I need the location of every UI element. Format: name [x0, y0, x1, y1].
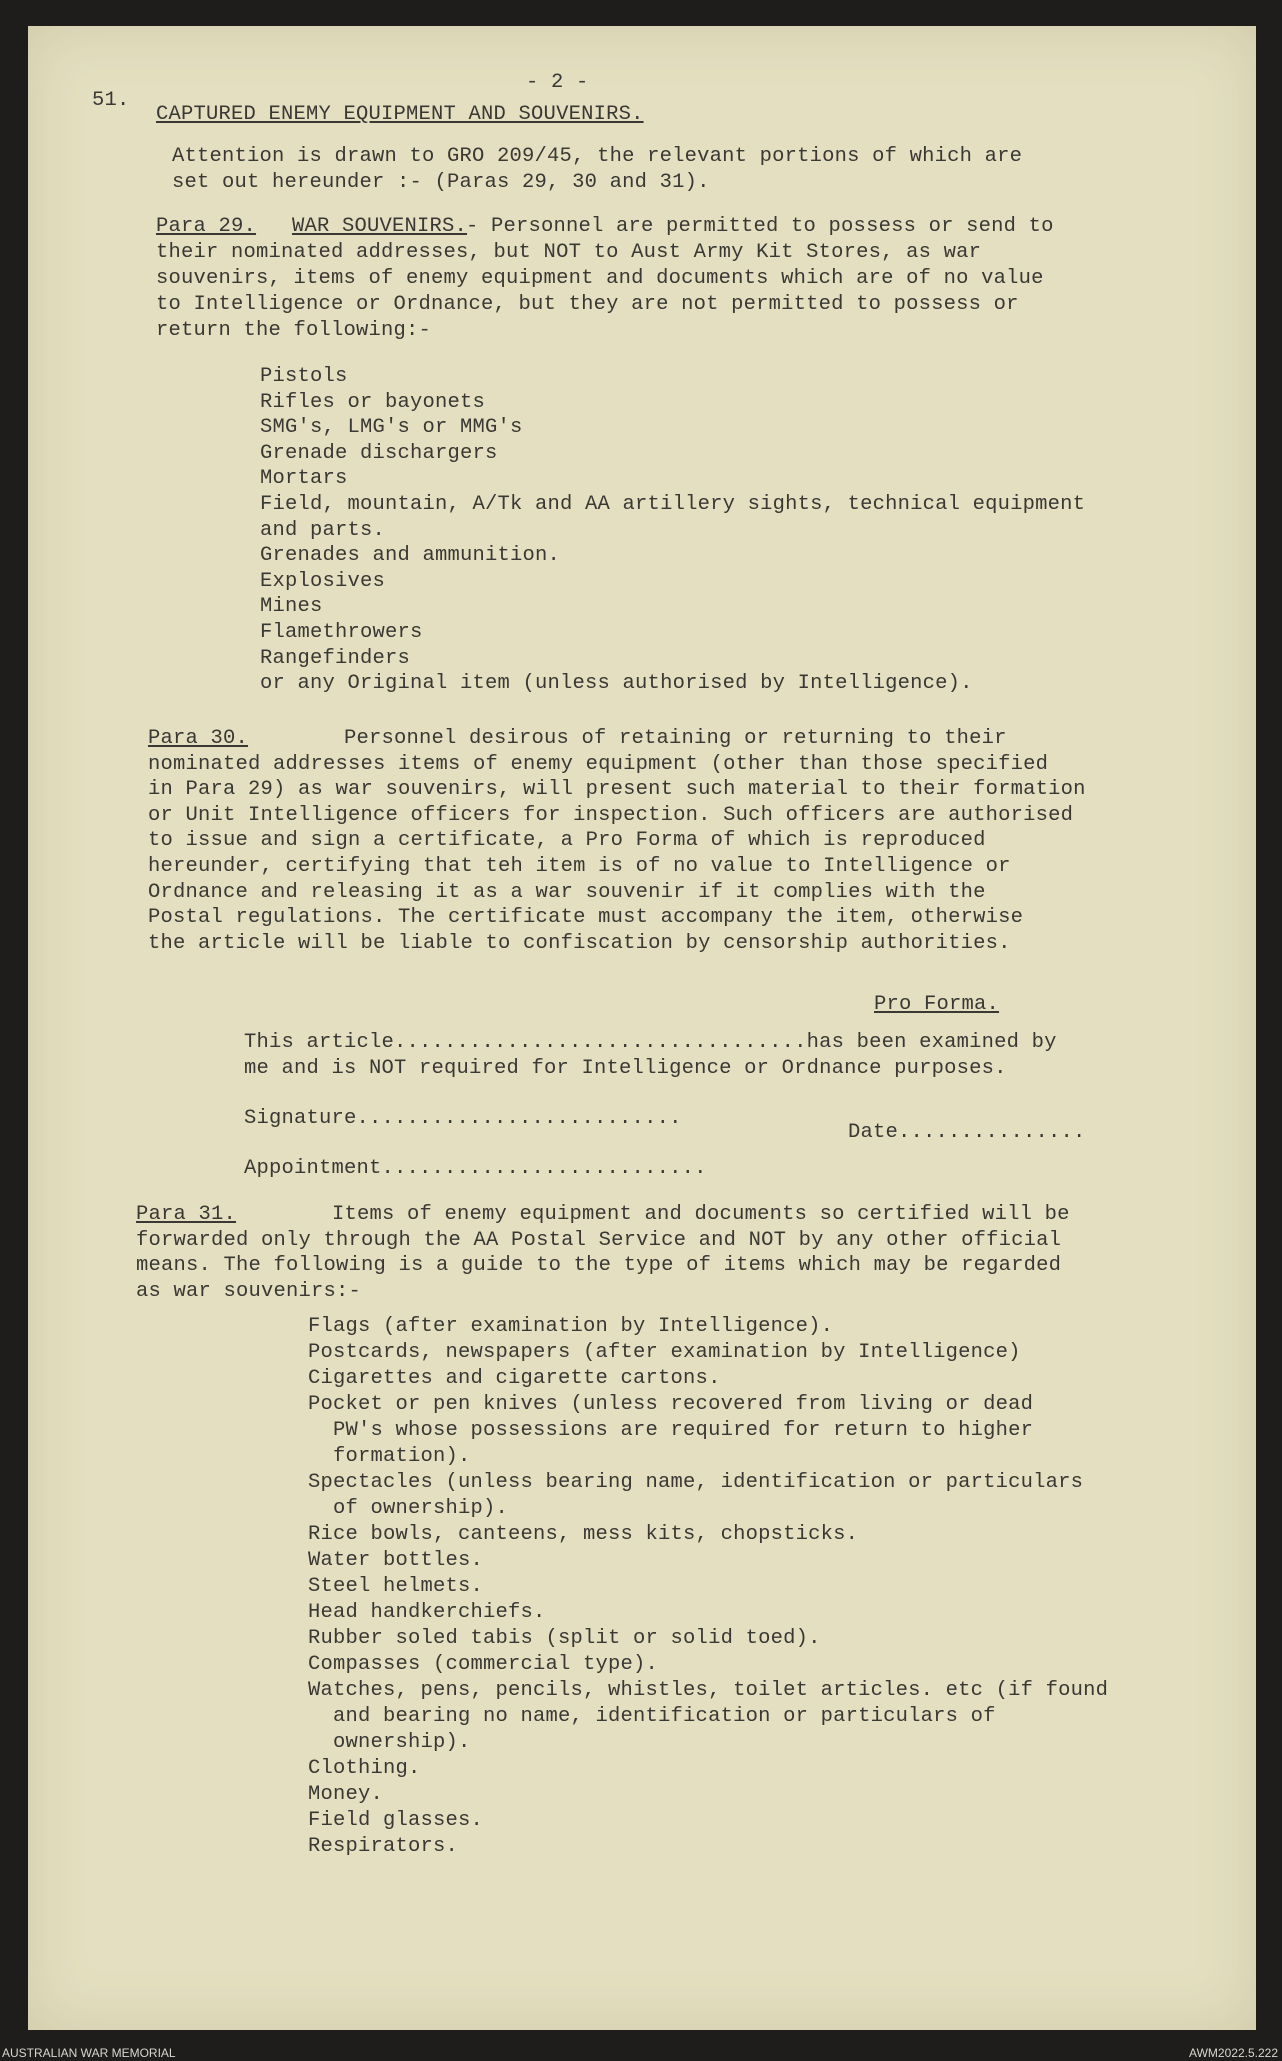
para-29-heading: WAR SOUVENIRS. — [292, 215, 468, 238]
section-title: CAPTURED ENEMY EQUIPMENT AND SOUVENIRS. — [156, 103, 644, 126]
pro-forma-title: Pro Forma. — [874, 993, 1000, 1016]
para-29-list-item: Field, mountain, A/Tk and AA artillery sights, technical equipment — [260, 493, 1086, 516]
para-31-line: forwarded only through the AA Postal Service and NOT by any other official — [136, 1228, 1062, 1252]
footer-right: AWM2022.5.222 — [1189, 2046, 1278, 2060]
para-29-list-item: Mines — [260, 595, 323, 619]
para-29-list-item: SMG's, LMG's or MMG's — [260, 416, 523, 440]
pro-forma-date: Date............... — [848, 1121, 1086, 1144]
para-29-list-item: Rifles or bayonets — [260, 390, 486, 414]
para-29-line: return the following:- — [156, 319, 432, 342]
para-31-list-item: Steel helmets. — [308, 1575, 484, 1598]
para-29-line: souvenirs, items of enemy equipment and documents which are of no value — [156, 267, 1044, 290]
para-31-line: means. The following is a guide to the type of items which may be regarded — [136, 1254, 1062, 1278]
para-30-line: or Unit Intelligence officers for inspection. Such officers are authorised — [148, 803, 1074, 827]
page-number: - 2 - — [526, 71, 589, 94]
para-31-list-item: Rubber soled tabis (split or solid toed). — [308, 1627, 821, 1650]
document-page — [28, 26, 1256, 2030]
para-31-line: Items of enemy equipment and documents so certified will be — [332, 1203, 1070, 1226]
para-31-list-item: Money. — [308, 1783, 384, 1806]
para-30-line: in Para 29) as war souvenirs, will present such material to their formation — [148, 778, 1086, 802]
para-29-list-item: or any Original item (unless authorised by Intelligence). — [260, 672, 973, 696]
para-31-list-item: ownership). — [308, 1731, 471, 1754]
para-29-label: Para 29. — [156, 215, 257, 238]
pro-forma-line-2: me and is NOT required for Intelligence or Ordnance purposes. — [244, 1057, 1007, 1080]
section-number: 51. — [92, 89, 130, 112]
para-31-list-item: Rice bowls, canteens, mess kits, chopsticks. — [308, 1523, 859, 1546]
para-29-list-item: Mortars — [260, 467, 348, 491]
para-29-list-item: Explosives — [260, 569, 386, 593]
para-31-list-item: Postcards, newspapers (after examination by Intelligence) — [308, 1341, 1021, 1364]
para-29-line: to Intelligence or Ordnance, but they are not permitted to possess or — [156, 293, 1019, 316]
para-29-list-item: Pistols — [260, 365, 348, 388]
para-31-list-item: Head handkerchiefs. — [308, 1601, 546, 1624]
para-29-list-item: Rangefinders — [260, 646, 411, 670]
para-31-list-item: and bearing no name, identification or particulars of — [308, 1705, 996, 1728]
para-31-list-item: Spectacles (unless bearing name, identification or particulars — [308, 1471, 1084, 1494]
para-31-list-item: Water bottles. — [308, 1549, 484, 1572]
para-31-list-item: PW's whose possessions are required for return to higher — [308, 1419, 1034, 1442]
para-31-list-item: Clothing. — [308, 1757, 421, 1780]
para-30-line: Ordnance and releasing it as a war souvenir if it complies with the — [148, 880, 986, 904]
para-31-list-item: Cigarettes and cigarette cartons. — [308, 1367, 721, 1390]
para-29-line: - Personnel are permitted to possess or send to — [466, 215, 1054, 238]
para-30-line: to issue and sign a certificate, a Pro Forma of which is reproduced — [148, 829, 986, 853]
intro-line: Attention is drawn to GRO 209/45, the relevant portions of which are — [172, 145, 1023, 168]
para-31-list-item: Flags (after examination by Intelligence). — [308, 1315, 834, 1338]
para-29-list-item: Grenades and ammunition. — [260, 544, 561, 568]
para-31-list-item: Watches, pens, pencils, whistles, toilet articles. etc (if found — [308, 1679, 1109, 1702]
para-31-list-item: Field glasses. — [308, 1809, 484, 1832]
para-30-line: Personnel desirous of retaining or returning to their — [344, 727, 1007, 750]
para-31-list-item: Compasses (commercial type). — [308, 1653, 659, 1676]
para-31-list-item: Pocket or pen knives (unless recovered from living or dead — [308, 1393, 1034, 1416]
para-29-list-item: Grenade dischargers — [260, 441, 498, 465]
para-31-list-item: Respirators. — [308, 1835, 459, 1858]
para-31-list-item: formation). — [308, 1445, 471, 1468]
pro-forma-signature: Signature.......................... — [244, 1107, 682, 1130]
para-31-label: Para 31. — [136, 1203, 237, 1226]
para-29-list-item: Flamethrowers — [260, 621, 423, 644]
footer-left: AUSTRALIAN WAR MEMORIAL — [2, 2046, 176, 2060]
para-29-list-item: and parts. — [260, 518, 386, 542]
intro-line: set out hereunder :- (Paras 29, 30 and 31). — [172, 171, 710, 194]
para-31-line: as war souvenirs:- — [136, 1279, 362, 1303]
para-31-list-item: of ownership). — [308, 1497, 509, 1520]
para-30-line: Postal regulations. The certificate must accompany the item, otherwise — [148, 906, 1024, 930]
para-30-line: nominated addresses items of enemy equipment (other than those specified — [148, 752, 1049, 776]
pro-forma-appointment: Appointment.......................... — [244, 1157, 707, 1180]
para-29-line: their nominated addresses, but NOT to Aust Army Kit Stores, as war — [156, 241, 982, 264]
para-30-line: the article will be liable to confiscation by censorship authorities. — [148, 931, 1011, 955]
pro-forma-line-1: This article.................................has been examined by — [244, 1031, 1057, 1054]
para-30-label: Para 30. — [148, 727, 249, 750]
para-30-line: hereunder, certifying that teh item is of no value to Intelligence or — [148, 855, 1011, 878]
